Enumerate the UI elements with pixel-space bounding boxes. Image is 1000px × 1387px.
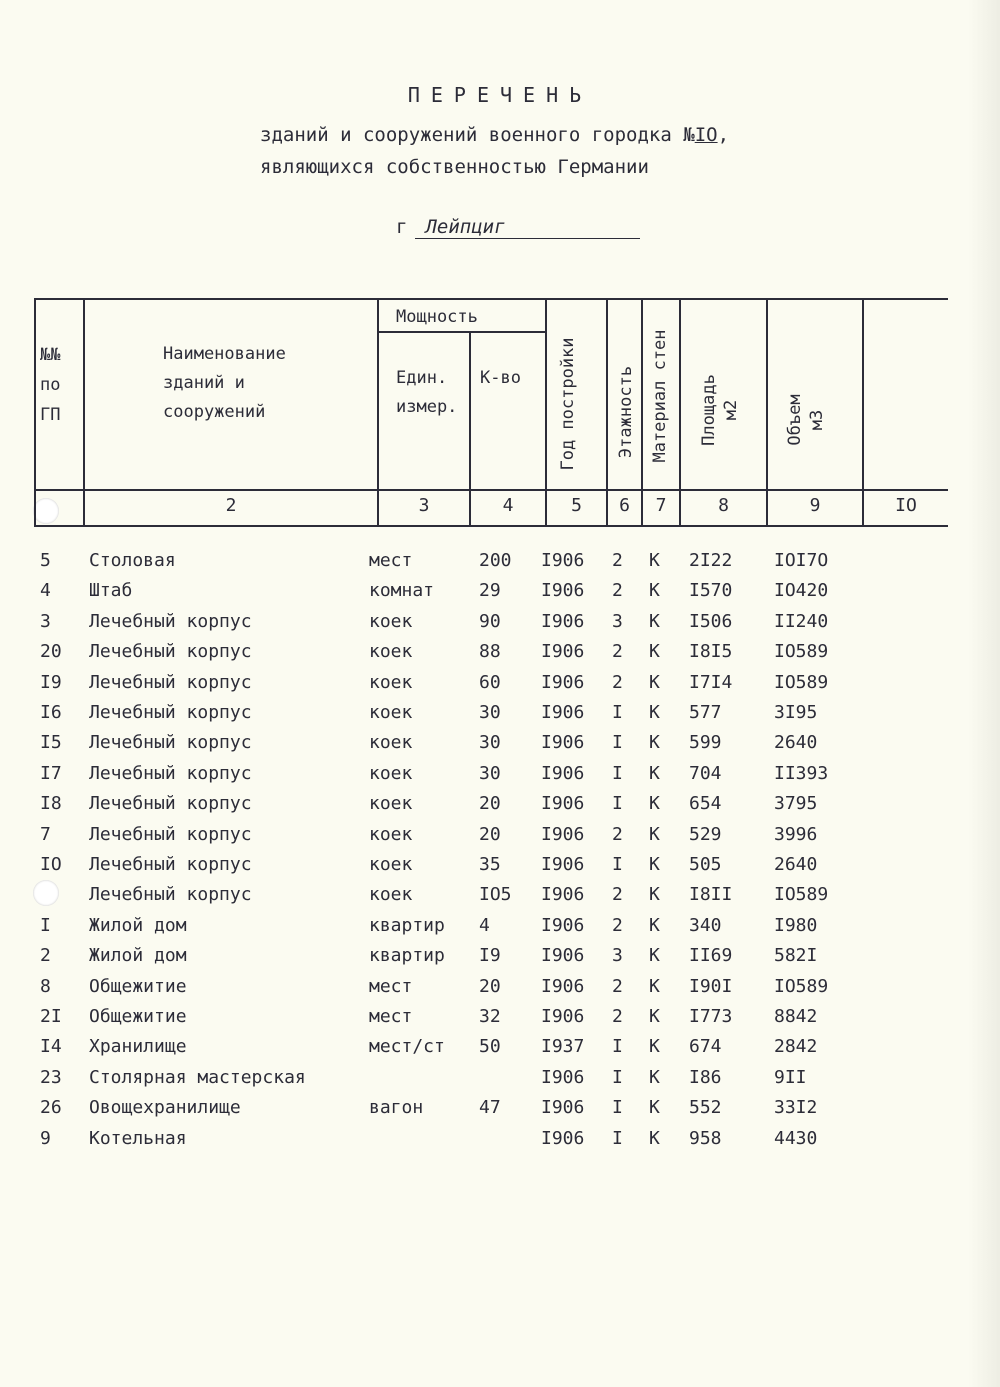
cell-name: Жилой дом xyxy=(89,945,187,967)
cell-volume: I980 xyxy=(774,914,818,936)
cell-name: Лечебный корпус xyxy=(89,793,252,815)
cell-year: I906 xyxy=(541,610,585,632)
cell-volume: 4430 xyxy=(774,1127,818,1149)
cell-num: I4 xyxy=(40,1036,62,1058)
cell-floors: I xyxy=(612,702,623,723)
cell-name: Общежитие xyxy=(89,975,187,997)
cell-volume: 582I xyxy=(774,945,818,967)
cell-name: Лечебный корпус xyxy=(89,823,252,845)
cell-year: I906 xyxy=(541,1006,585,1027)
cell-unit: коек xyxy=(369,610,413,632)
cell-year: I906 xyxy=(541,914,585,936)
table-row xyxy=(0,1124,1000,1154)
cell-volume: 9II xyxy=(774,1066,807,1088)
table-row xyxy=(0,1093,1000,1123)
cell-floors: I xyxy=(612,1127,623,1149)
cell-area: 340 xyxy=(689,914,722,936)
column-number: 2 xyxy=(225,495,237,516)
cell-qty: 32 xyxy=(479,1006,501,1027)
cell-volume: 2842 xyxy=(774,1036,818,1058)
cell-year: I906 xyxy=(541,641,585,663)
cell-qty: 200 xyxy=(479,550,512,571)
cell-year: I906 xyxy=(541,884,585,906)
header-name: Наименование зданий и сооружений xyxy=(163,344,286,422)
cell-volume: 2640 xyxy=(774,732,818,754)
column-number: 5 xyxy=(571,495,582,516)
cell-unit: комнат xyxy=(369,580,435,602)
cell-area: I773 xyxy=(689,1006,733,1027)
cell-unit: мест/ст xyxy=(369,1036,445,1058)
cell-volume: II393 xyxy=(774,762,829,784)
cell-unit: мест xyxy=(369,550,413,571)
cell-year: I906 xyxy=(541,762,585,784)
table-row xyxy=(0,759,1000,789)
cell-area: II69 xyxy=(689,945,733,967)
cell-qty: 20 xyxy=(479,975,501,997)
city-line xyxy=(396,216,640,239)
cell-area: I570 xyxy=(689,580,733,602)
cell-floors: I xyxy=(612,1097,623,1119)
city-name: Лейпциг xyxy=(415,216,640,239)
table-row xyxy=(0,546,1000,576)
cell-name: Лечебный корпус xyxy=(89,641,252,663)
cell-unit: квартир xyxy=(369,914,445,936)
cell-floors: 2 xyxy=(612,671,623,693)
cell-name: Штаб xyxy=(89,580,133,602)
cell-material: К xyxy=(649,1036,660,1058)
city-prefix: г xyxy=(396,216,408,238)
cell-material: К xyxy=(649,762,660,784)
table-row xyxy=(0,911,1000,941)
cell-material: К xyxy=(649,550,660,571)
cell-name: Лечебный корпус xyxy=(89,732,252,754)
cell-area: I7I4 xyxy=(689,671,733,693)
cell-qty: 29 xyxy=(479,580,501,602)
cell-qty: 20 xyxy=(479,793,501,815)
cell-unit: квартир xyxy=(369,945,445,967)
table-row xyxy=(0,728,1000,758)
cell-material: К xyxy=(649,1006,660,1027)
cell-material: К xyxy=(649,945,660,967)
document-subtitle-line2: являющихся собственностью Германии xyxy=(260,156,649,178)
cell-name: Овощехранилище xyxy=(89,1097,241,1119)
cell-volume: IO420 xyxy=(774,580,829,602)
cell-unit: коек xyxy=(369,702,413,723)
cell-name: Лечебный корпус xyxy=(89,762,252,784)
table-row xyxy=(0,576,1000,606)
cell-volume: IO589 xyxy=(774,671,829,693)
cell-area: 674 xyxy=(689,1036,722,1058)
cell-floors: 2 xyxy=(612,884,623,906)
cell-qty: 4 xyxy=(479,914,490,936)
cell-floors: 2 xyxy=(612,914,623,936)
cell-num: I5 xyxy=(40,732,62,754)
table-row xyxy=(0,607,1000,637)
table-row xyxy=(0,1032,1000,1062)
table-row xyxy=(0,1002,1000,1032)
cell-qty: 20 xyxy=(479,823,501,845)
cell-qty: 35 xyxy=(479,854,501,875)
header-material: Материал стен xyxy=(650,329,670,463)
header-unit: Един. измер. xyxy=(396,368,458,417)
cell-unit: коек xyxy=(369,823,413,845)
cell-floors: 2 xyxy=(612,975,623,997)
table-row xyxy=(0,789,1000,819)
cell-area: 505 xyxy=(689,854,722,875)
cell-area: I8I5 xyxy=(689,641,733,663)
subtitle-text: зданий и сооружений военного городка № xyxy=(260,124,695,146)
cell-volume: IO589 xyxy=(774,641,829,663)
table-row xyxy=(0,637,1000,667)
cell-name: Жилой дом xyxy=(89,914,187,936)
cell-area: 2I22 xyxy=(689,550,733,571)
cell-year: I937 xyxy=(541,1036,585,1058)
cell-name: Хранилище xyxy=(89,1036,187,1058)
cell-num: 9 xyxy=(40,1127,51,1149)
cell-floors: 3 xyxy=(612,945,623,967)
table-row xyxy=(0,880,1000,910)
cell-num: 20 xyxy=(40,641,62,663)
cell-material: К xyxy=(649,702,660,723)
header-qty: К-во xyxy=(480,368,521,388)
cell-qty: 60 xyxy=(479,671,501,693)
cell-unit: мест xyxy=(369,975,413,997)
cell-material: К xyxy=(649,1127,660,1149)
table-row xyxy=(0,668,1000,698)
cell-name: Столовая xyxy=(89,550,176,571)
header-year: Год постройки xyxy=(558,337,578,471)
cell-volume: II240 xyxy=(774,610,829,632)
cell-year: I906 xyxy=(541,793,585,815)
cell-qty: I9 xyxy=(479,945,501,967)
cell-area: 704 xyxy=(689,762,722,784)
cell-qty: 47 xyxy=(479,1097,501,1119)
cell-name: Столярная мастерская xyxy=(89,1066,306,1088)
cell-name: Лечебный корпус xyxy=(89,671,252,693)
cell-floors: 2 xyxy=(612,823,623,845)
cell-num: 23 xyxy=(40,1066,62,1088)
table-row xyxy=(0,972,1000,1002)
cell-num: 4 xyxy=(40,580,51,602)
cell-num: 2 xyxy=(40,945,51,967)
header-floors: Этажность xyxy=(616,365,636,459)
cell-volume: IO589 xyxy=(774,975,829,997)
cell-qty: 30 xyxy=(479,702,501,723)
cell-name: Лечебный корпус xyxy=(89,610,252,632)
cell-floors: I xyxy=(612,854,623,875)
cell-material: К xyxy=(649,1097,660,1119)
cell-volume: IOI7O xyxy=(774,550,829,571)
cell-year: I906 xyxy=(541,1127,585,1149)
cell-volume: 3I95 xyxy=(774,702,818,723)
cell-num: 2I xyxy=(40,1006,62,1027)
cell-material: К xyxy=(649,732,660,754)
column-number: 3 xyxy=(418,495,430,516)
cell-area: I86 xyxy=(689,1066,722,1088)
cell-year: I906 xyxy=(541,1066,585,1088)
cell-unit: коек xyxy=(369,793,413,815)
cell-year: I906 xyxy=(541,550,585,571)
cell-floors: 3 xyxy=(612,610,623,632)
cell-material: К xyxy=(649,854,660,875)
table-row xyxy=(0,850,1000,880)
cell-year: I906 xyxy=(541,823,585,845)
cell-floors: 2 xyxy=(612,1006,623,1027)
header-num: №№ по ГП xyxy=(40,345,61,425)
header-area: Площадь м2 xyxy=(699,374,741,446)
cell-year: I906 xyxy=(541,1097,585,1119)
cell-material: К xyxy=(649,975,660,997)
cell-floors: I xyxy=(612,732,623,754)
cell-qty: 88 xyxy=(479,641,501,663)
cell-floors: 2 xyxy=(612,550,623,571)
cell-material: К xyxy=(649,884,660,906)
cell-year: I906 xyxy=(541,975,585,997)
cell-area: 552 xyxy=(689,1097,722,1119)
header-capacity: Мощность xyxy=(396,307,478,327)
cell-material: К xyxy=(649,914,660,936)
cell-num: I9 xyxy=(40,671,62,693)
cell-year: I906 xyxy=(541,854,585,875)
cell-volume: 33I2 xyxy=(774,1097,818,1119)
table-row xyxy=(0,941,1000,971)
cell-unit: коек xyxy=(369,854,413,875)
cell-num: 8 xyxy=(40,975,51,997)
cell-qty: IO5 xyxy=(479,884,512,906)
cell-area: 654 xyxy=(689,793,722,815)
cell-material: К xyxy=(649,1066,660,1088)
cell-num: I6 xyxy=(40,702,62,723)
cell-qty: 90 xyxy=(479,610,501,632)
cell-material: К xyxy=(649,823,660,845)
cell-material: К xyxy=(649,671,660,693)
cell-volume: IO589 xyxy=(774,884,829,906)
column-number: IO xyxy=(895,495,917,516)
column-number: 6 xyxy=(619,495,630,516)
table-row xyxy=(0,820,1000,850)
cell-area: 599 xyxy=(689,732,722,754)
cell-unit: мест xyxy=(369,1006,413,1027)
cell-num: IO xyxy=(40,854,62,875)
cell-area: 577 xyxy=(689,702,722,723)
cell-num: 5 xyxy=(40,550,51,571)
cell-name: Лечебный корпус xyxy=(89,884,252,906)
cell-unit: коек xyxy=(369,671,413,693)
cell-floors: 2 xyxy=(612,580,623,602)
cell-material: К xyxy=(649,580,660,602)
subtitle-comma: , xyxy=(717,124,730,146)
cell-area: 529 xyxy=(689,823,722,845)
cell-material: К xyxy=(649,610,660,632)
cell-unit: коек xyxy=(369,762,413,784)
cell-year: I906 xyxy=(541,945,585,967)
table-row xyxy=(0,698,1000,728)
cell-floors: I xyxy=(612,793,623,815)
column-number: 7 xyxy=(655,495,667,516)
cell-floors: I xyxy=(612,1066,623,1088)
cell-unit: коек xyxy=(369,884,413,906)
cell-unit: вагон xyxy=(369,1097,424,1119)
cell-area: I8II xyxy=(689,884,733,906)
cell-name: Лечебный корпус xyxy=(89,702,252,723)
cell-qty: 30 xyxy=(479,762,501,784)
cell-year: I906 xyxy=(541,702,585,723)
cell-num: I8 xyxy=(40,793,62,815)
document-subtitle xyxy=(260,124,729,146)
cell-num: 7 xyxy=(40,823,51,845)
cell-name: Общежитие xyxy=(89,1006,187,1027)
cell-volume: 2640 xyxy=(774,854,818,875)
cell-floors: 2 xyxy=(612,641,623,663)
cell-name: Котельная xyxy=(89,1127,187,1149)
cell-volume: 8842 xyxy=(774,1006,818,1027)
cell-volume: 3996 xyxy=(774,823,818,845)
cell-area: 958 xyxy=(689,1127,722,1149)
table-row xyxy=(0,1063,1000,1093)
cell-area: I90I xyxy=(689,975,733,997)
column-number: 9 xyxy=(809,495,821,516)
header-volume: Объем м3 xyxy=(785,394,827,446)
cell-qty: 30 xyxy=(479,732,501,754)
cell-num: 3 xyxy=(40,610,51,632)
punch-hole xyxy=(33,498,59,524)
column-number: 4 xyxy=(502,495,514,516)
cell-material: К xyxy=(649,793,660,815)
document-title: ПЕРЕЧЕНЬ xyxy=(407,83,593,107)
cell-num: I7 xyxy=(40,762,62,784)
cell-floors: I xyxy=(612,1036,623,1058)
garrison-number: IO xyxy=(694,124,718,146)
cell-year: I906 xyxy=(541,671,585,693)
cell-material: К xyxy=(649,641,660,663)
cell-num: 26 xyxy=(40,1097,62,1119)
cell-unit: коек xyxy=(369,641,413,663)
cell-num: I xyxy=(40,914,51,936)
cell-floors: I xyxy=(612,762,623,784)
cell-year: I906 xyxy=(541,732,585,754)
cell-year: I906 xyxy=(541,580,585,602)
cell-volume: 3795 xyxy=(774,793,818,815)
cell-qty: 50 xyxy=(479,1036,501,1058)
column-number: 8 xyxy=(718,495,729,516)
cell-area: I506 xyxy=(689,610,733,632)
cell-name: Лечебный корпус xyxy=(89,854,252,875)
cell-unit: коек xyxy=(369,732,413,754)
